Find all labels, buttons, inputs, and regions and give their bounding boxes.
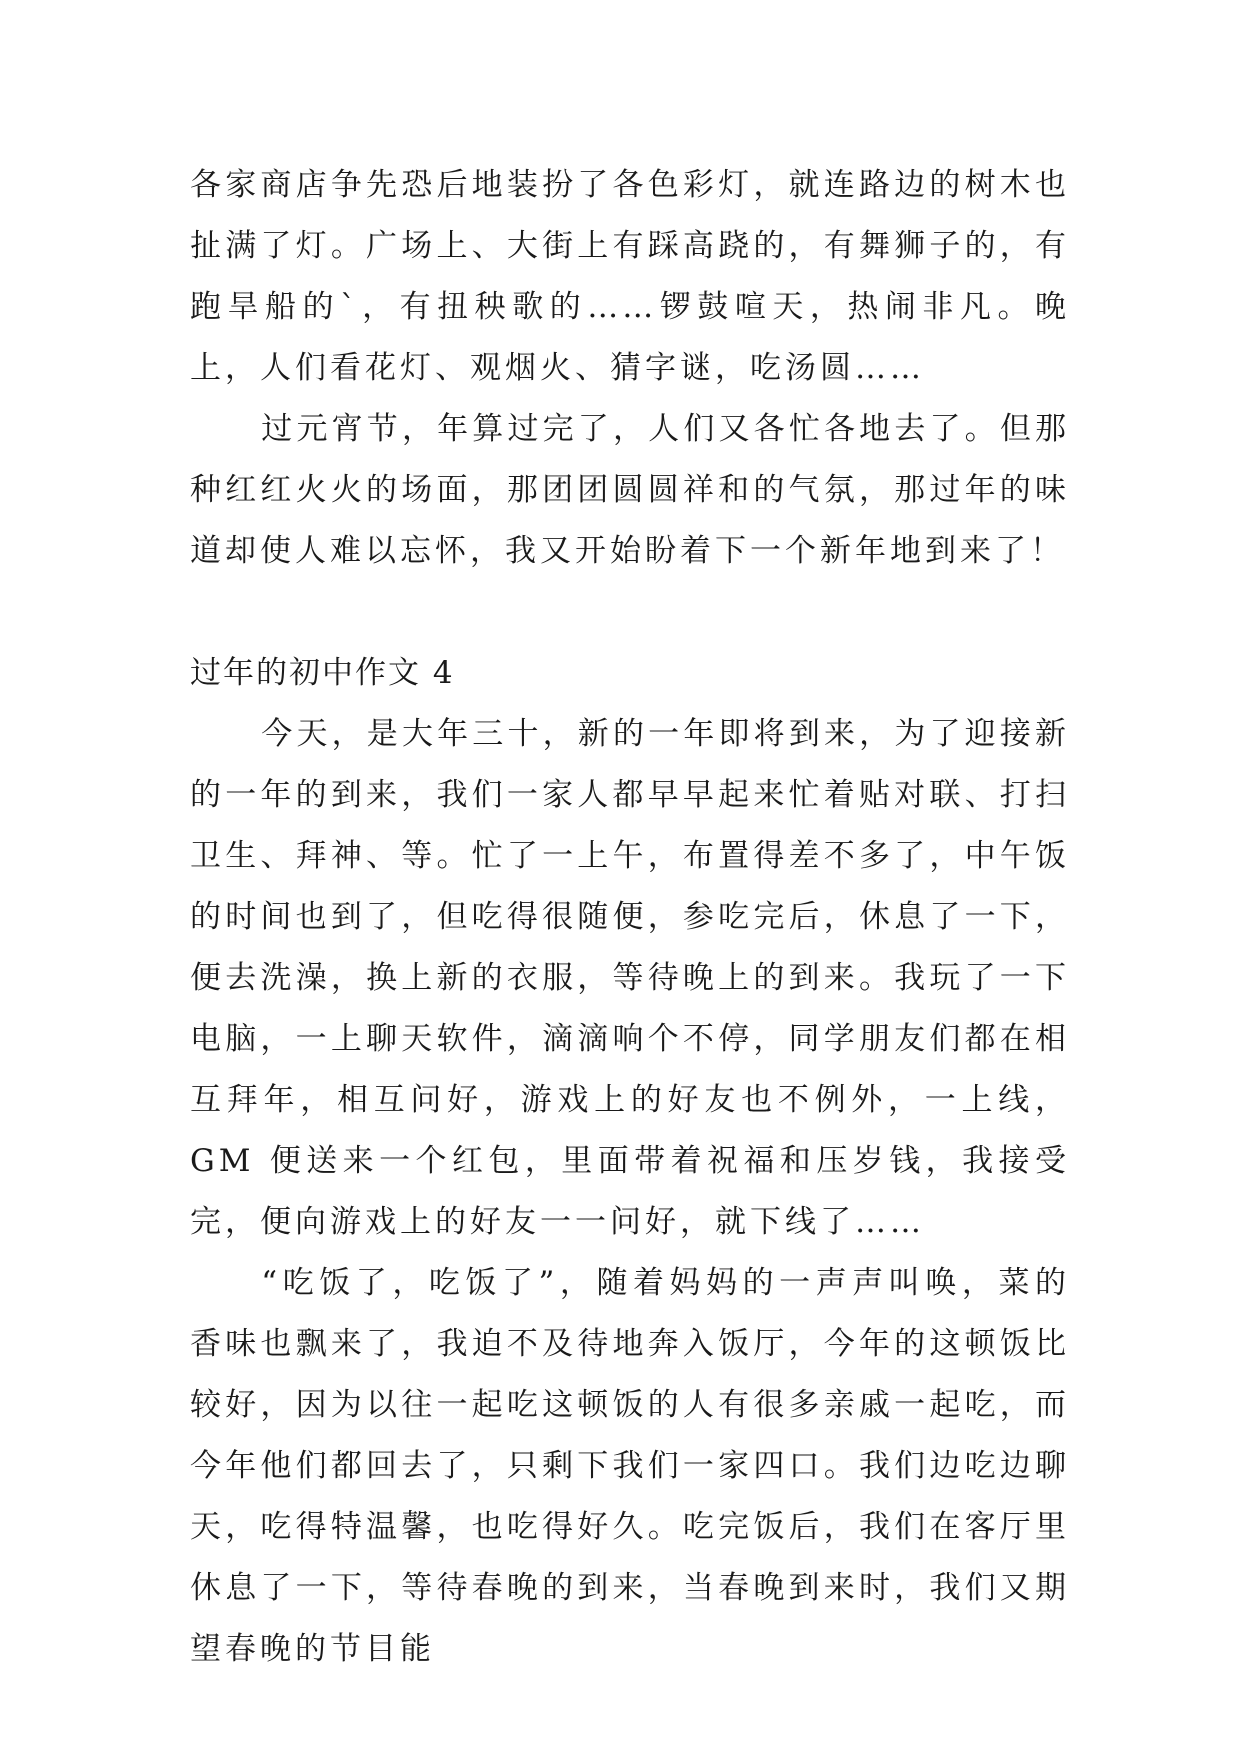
- document-body: [190, 155, 1070, 1680]
- paragraph-new-years-eve: 今天，是大年三十，新的一年即将到来，为了迎接新的一年的到来，我们一家人都早早起来忙着贴对联、打扫卫生、拜神、等。忙了一上午，布置得差不多了，中午饭的时间也到了，但吃得很随便，参吃完后，休息了一下，便去洗澡，换上新的衣服，等待晚上的到来。我玩了一下电脑，一上聊天软件，滴滴响个不停，同学朋友们都在相互拜年，相互问好，游戏上的好友也不例外，一上线，GM 便送来一个红包，里面带着祝福和压岁钱，我接受完，便向游戏上的好友一一问好，就下线了……: [190, 716, 1070, 1240]
- paragraph-reunion-dinner: “吃饭了，吃饭了”，随着妈妈的一声声叫唤，菜的香味也飘来了，我迫不及待地奔入饭厅，今年的这顿饭比较好，因为以往一起吃这顿饭的人有很多亲戚一起吃，而今年他们都回去了，只剩下我们一家四口。我们边吃边聊天，吃得特温馨，也吃得好久。吃完饭后，我们在客厅里休息了一下，等待春晚的到来，当春晚到来时，我们又期望春晚的节目能: [190, 1265, 1070, 1667]
- paragraph-lantern-festival-end: 过元宵节，年算过完了，人们又各忙各地去了。但那种红红火火的场面，那团团圆圆祥和的气氛，那过年的味道却使人难以忘怀，我又开始盼着下一个新年地到来了！: [190, 411, 1070, 569]
- section-title: 过年的初中作文 4: [190, 655, 455, 691]
- paragraph-lanterns: 各家商店争先恐后地装扮了各色彩灯，就连路边的树木也扯满了灯。广场上、大街上有踩高跷的，有舞狮子的，有跑旱船的`，有扭秧歌的……锣鼓喧天，热闹非凡。晚上，人们看花灯、观烟火、猜字谜，吃汤圆……: [190, 167, 1070, 386]
- section-gap: [190, 582, 1070, 643]
